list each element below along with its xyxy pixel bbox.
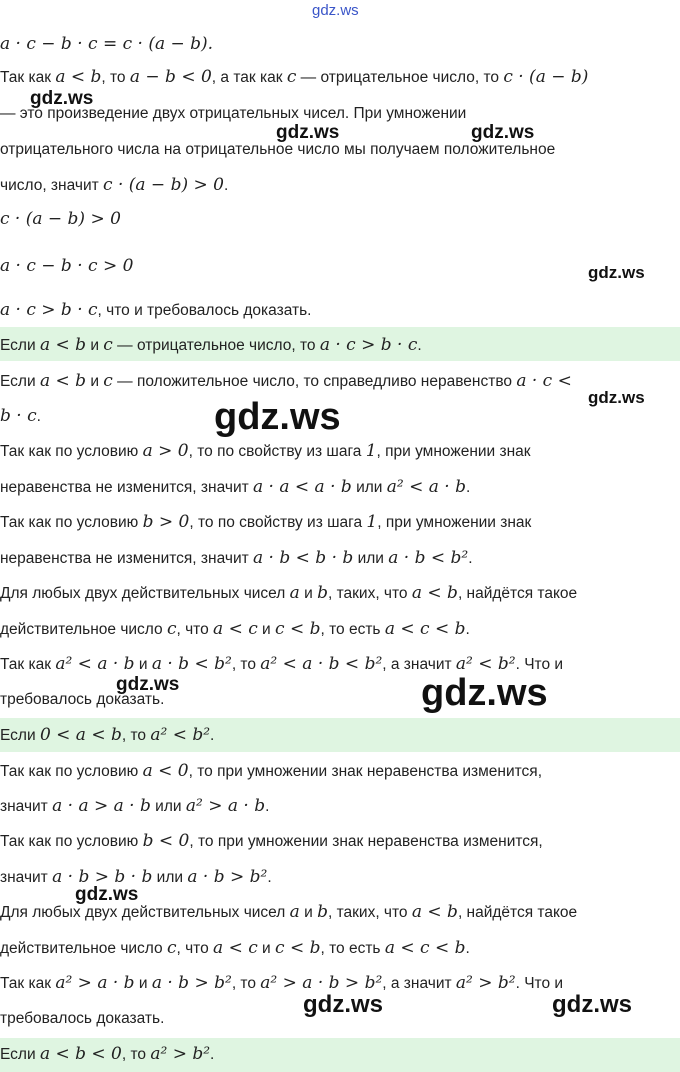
text-fragment: неравенства не изменится, значит (0, 479, 254, 496)
text-fragment: Так как по условию (0, 514, 143, 531)
math-expression: a² < a · b < b² (260, 654, 383, 674)
conclusion-line (0, 724, 680, 747)
text-line (0, 33, 680, 56)
math-expression: a · c − b · c = c · (a − b). (0, 34, 214, 54)
text-line (0, 299, 680, 322)
math-expression: a < c < b (384, 938, 466, 958)
text-fragment: . Что и (515, 975, 564, 992)
math-expression: a < b (39, 335, 87, 355)
math-expression: c < b (275, 619, 321, 639)
text-fragment: , найдётся такое (457, 585, 578, 602)
text-fragment: , таких, что (327, 585, 412, 602)
text-fragment: , то (101, 69, 130, 86)
watermark: gdz.ws (471, 122, 535, 143)
text-line (0, 653, 680, 676)
text-fragment: . (210, 727, 215, 744)
watermark: gdz.ws (75, 884, 139, 905)
text-line (0, 760, 680, 783)
watermark-large: gdz.ws (421, 672, 548, 714)
math-expression: a · c − b · c > 0 (0, 256, 134, 276)
text-fragment: , что и требовалось доказать. (97, 302, 312, 319)
text-fragment: , то есть (320, 940, 385, 957)
text-line (0, 66, 680, 89)
text-fragment: , то при умножении знак неравенства изменится, (189, 833, 543, 850)
text-fragment: действительное число (0, 621, 167, 638)
text-fragment: . (223, 177, 229, 194)
text-fragment: , то (231, 656, 261, 673)
text-fragment: число, значит (0, 177, 104, 194)
math-expression: c (166, 619, 177, 639)
math-expression: 0 < a < b (39, 725, 122, 745)
math-expression: a² > b² (455, 973, 516, 993)
text-line (0, 440, 680, 463)
text-fragment: Так как (0, 69, 56, 86)
math-expression: a · b < b · b (253, 548, 354, 568)
text-fragment: — это произведение двух отрицательных чисел. При умножении (0, 105, 467, 122)
text-fragment: и (299, 585, 318, 602)
text-fragment: Если (0, 337, 40, 354)
text-line (0, 937, 680, 960)
math-expression: c (166, 938, 177, 958)
text-fragment: , а так как (211, 69, 287, 86)
math-expression: c · (a − b) > 0 (0, 209, 121, 229)
math-expression: b (317, 902, 328, 922)
text-line (0, 830, 680, 853)
text-fragment: , то при умножении знак неравенства изменится, (188, 763, 542, 780)
math-expression: c · (a − b) > 0 (103, 175, 224, 195)
math-expression: a (289, 902, 300, 922)
text-fragment: , а значит (382, 975, 456, 992)
text-fragment: и (86, 373, 104, 390)
text-fragment: . (267, 869, 272, 886)
text-fragment: Для любых двух действительных чисел (0, 585, 290, 602)
text-fragment: неравенства не изменится, значит (0, 550, 254, 567)
text-fragment: , при умножении знак (377, 514, 532, 531)
math-expression: a² > a · b (185, 796, 266, 816)
text-fragment: требовалось доказать. (0, 691, 165, 708)
math-expression: a² > a · b > b² (260, 973, 383, 993)
text-fragment: . Что и (515, 656, 564, 673)
text-line (0, 208, 680, 231)
text-fragment: и (299, 904, 318, 921)
math-expression: a < b (55, 67, 102, 87)
text-fragment: . (468, 550, 473, 567)
text-line (0, 255, 680, 278)
text-fragment: Так как (0, 975, 56, 992)
math-expression: a · b < b² (388, 548, 469, 568)
math-expression: a · b < b² (151, 654, 232, 674)
math-expression: a > 0 (142, 441, 189, 461)
text-fragment: значит (0, 798, 53, 815)
text-fragment: Так как по условию (0, 833, 143, 850)
text-line (0, 795, 680, 818)
math-expression: a < c (213, 619, 258, 639)
math-expression: a² < a · b (386, 477, 466, 497)
text-fragment: , то есть (320, 621, 385, 638)
text-line (0, 511, 680, 534)
math-expression: b · c (0, 406, 37, 426)
text-line (0, 174, 680, 197)
watermark: gdz.ws (116, 674, 180, 695)
watermark-top: gdz.ws (312, 2, 359, 19)
text-fragment: , найдётся такое (457, 904, 578, 921)
text-fragment: Так как (0, 656, 56, 673)
text-line (0, 618, 680, 641)
text-fragment: значит (0, 869, 53, 886)
math-expression: a² < b² (455, 654, 516, 674)
text-fragment: отрицательного числа на отрицательное число мы получаем положительное (0, 141, 556, 158)
math-expression: c (103, 335, 113, 355)
text-line (0, 370, 680, 393)
text-fragment: Если (0, 1046, 40, 1063)
math-expression: a < b < 0 (39, 1044, 122, 1064)
math-expression: b > 0 (142, 512, 190, 532)
math-expression: a · b > b · b (52, 867, 153, 887)
text-fragment: — отрицательное число, то (112, 337, 320, 354)
text-fragment: и (86, 337, 104, 354)
text-line (0, 547, 680, 570)
math-expression: a < c (213, 938, 258, 958)
math-expression: a < b (411, 902, 458, 922)
math-expression: 1 (365, 441, 377, 461)
math-expression: a · c > b · c (0, 300, 98, 320)
math-expression: a · b > b² (187, 867, 268, 887)
text-line (0, 139, 680, 161)
math-expression: a < c < b (384, 619, 466, 639)
math-expression: a − b < 0 (129, 67, 212, 87)
text-fragment: или (353, 550, 389, 567)
conclusion-line (0, 334, 680, 357)
text-fragment: , что (176, 621, 214, 638)
math-expression: a · a < a · b (253, 477, 352, 497)
watermark: gdz.ws (303, 991, 384, 1018)
watermark: gdz.ws (588, 388, 645, 407)
text-fragment: , то по свойству из шага (189, 514, 367, 531)
text-fragment: . (466, 479, 471, 496)
text-fragment: , таких, что (327, 904, 412, 921)
text-fragment: . (265, 798, 270, 815)
text-fragment: или (152, 869, 188, 886)
watermark: gdz.ws (30, 88, 94, 109)
text-fragment: Так как по условию (0, 443, 143, 460)
text-fragment: или (150, 798, 186, 815)
math-expression: a² > a · b (55, 973, 135, 993)
text-fragment: — положительное число, то справедливо неравенство (112, 373, 517, 390)
text-fragment: , при умножении знак (376, 443, 531, 460)
text-fragment: или (351, 479, 387, 496)
watermark-large: gdz.ws (214, 396, 341, 438)
text-line (0, 476, 680, 499)
math-expression: c · (a − b) (503, 67, 589, 87)
math-expression: a < b (39, 371, 87, 391)
text-fragment: Если (0, 373, 40, 390)
watermark: gdz.ws (276, 122, 340, 143)
text-fragment: , а значит (382, 656, 456, 673)
math-expression: a² > b² (150, 1044, 211, 1064)
math-expression: c (103, 371, 113, 391)
math-expression: a < 0 (142, 761, 189, 781)
text-fragment: действительное число (0, 940, 167, 957)
text-fragment: . (210, 1046, 215, 1063)
math-expression: a (289, 583, 300, 603)
text-fragment: — отрицательное число, то (296, 69, 504, 86)
text-fragment: и (134, 656, 152, 673)
watermark: gdz.ws (588, 263, 645, 282)
math-expression: a · a > a · b (52, 796, 151, 816)
math-expression: c (286, 67, 297, 87)
conclusion-line (0, 1043, 680, 1066)
math-expression: b (317, 583, 328, 603)
math-expression: a² < a · b (55, 654, 135, 674)
text-fragment: , то (121, 1046, 151, 1063)
watermark: gdz.ws (552, 991, 633, 1018)
text-fragment: Для любых двух действительных чисел (0, 904, 290, 921)
text-line (0, 689, 680, 711)
math-expression: b < 0 (142, 831, 190, 851)
text-fragment: , то по свойству из шага (188, 443, 366, 460)
text-fragment: , то (121, 727, 151, 744)
math-expression: a · b > b² (151, 973, 232, 993)
text-fragment: . (36, 408, 41, 425)
math-expression: c < b (275, 938, 321, 958)
text-fragment: . (465, 621, 470, 638)
text-fragment: . (465, 940, 470, 957)
text-fragment: и (257, 621, 276, 638)
math-expression: a < b (411, 583, 458, 603)
text-fragment: . (417, 337, 422, 354)
text-fragment: , то (231, 975, 261, 992)
text-line (0, 103, 680, 125)
text-line (0, 582, 680, 605)
math-expression: a · c > b · c (319, 335, 418, 355)
text-fragment: , что (176, 940, 214, 957)
text-fragment: Так как по условию (0, 763, 143, 780)
text-fragment: и (134, 975, 152, 992)
math-expression: a² < b² (150, 725, 211, 745)
text-fragment: Если (0, 727, 40, 744)
text-fragment: и (257, 940, 276, 957)
math-expression: 1 (366, 512, 378, 532)
text-fragment: требовалось доказать. (0, 1010, 165, 1027)
math-expression: a · c < (516, 371, 572, 391)
